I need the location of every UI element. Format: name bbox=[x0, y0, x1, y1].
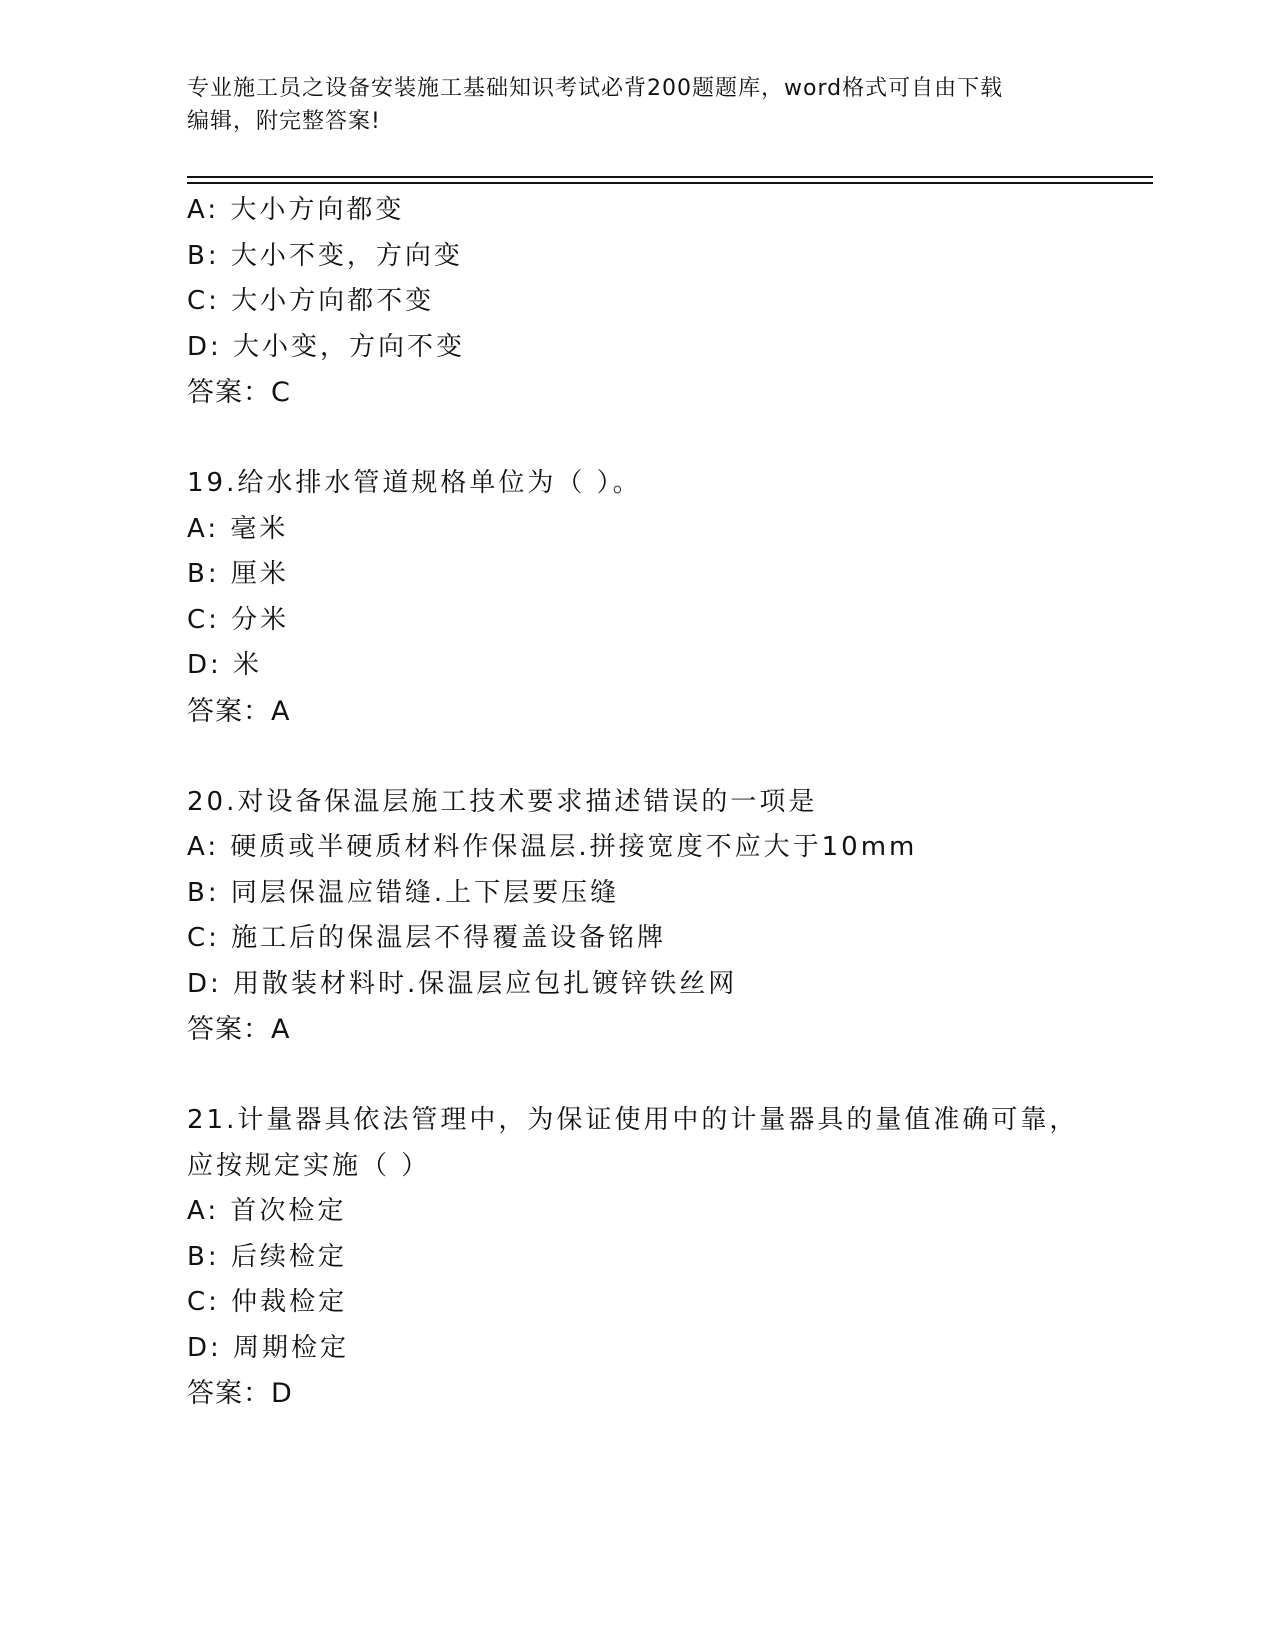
option-b: B: 厘米 bbox=[187, 559, 289, 589]
option-b: B: 大小不变，方向变 bbox=[187, 240, 463, 271]
option-c: C: 大小方向都不变 bbox=[187, 286, 435, 316]
question-18 bbox=[187, 188, 1127, 416]
question-stem-line-2: 应按规定实施（ ） bbox=[187, 1150, 431, 1181]
answer-label: 答案：D bbox=[187, 1378, 293, 1409]
question-stem-line-1: 21.计量器具依法管理中，为保证使用中的计量器具的量值准确可靠， bbox=[187, 1105, 1079, 1135]
answer-label: 答案：A bbox=[187, 1014, 291, 1045]
header-title-line-2: 编辑，附完整答案! bbox=[187, 109, 381, 134]
option-b: B: 同层保温应错缝.上下层要压缝 bbox=[187, 877, 620, 908]
option-c: C: 分米 bbox=[187, 604, 290, 635]
option-a: A: 毫米 bbox=[187, 513, 289, 544]
answer-label: 答案：A bbox=[187, 695, 291, 727]
option-d: D: 米 bbox=[187, 650, 263, 680]
option-c: C: 仲裁检定 bbox=[187, 1287, 348, 1317]
spacer bbox=[187, 416, 1127, 462]
question-stem: 20.对设备保温层施工技术要求描述错误的一项是 bbox=[187, 786, 818, 817]
option-d: D: 周期检定 bbox=[187, 1332, 350, 1363]
option-d: D: 大小变，方向不变 bbox=[187, 331, 466, 362]
question-20 bbox=[187, 780, 1127, 1053]
option-a: A: 大小方向都变 bbox=[187, 195, 405, 225]
option-c: C: 施工后的保温层不得覆盖设备铭牌 bbox=[187, 923, 667, 953]
header-divider-top bbox=[187, 176, 1153, 178]
question-21 bbox=[187, 1098, 1127, 1417]
option-a: A: 首次检定 bbox=[187, 1196, 347, 1226]
header-divider-bottom bbox=[187, 182, 1153, 184]
header-title-line-1: 专业施工员之设备安装施工基础知识考试必背200题题库，word格式可自由下载 bbox=[187, 76, 1004, 101]
option-d: D: 用散装材料时.保温层应包扎镀锌铁丝网 bbox=[187, 968, 738, 999]
spacer bbox=[187, 734, 1127, 780]
document-header bbox=[187, 72, 1087, 138]
question-list bbox=[187, 188, 1127, 1417]
question-19 bbox=[187, 461, 1127, 734]
option-a: A: 硬质或半硬质材料作保温层.拼接宽度不应大于10mm bbox=[187, 832, 918, 862]
option-b: B: 后续检定 bbox=[187, 1241, 347, 1272]
answer-label: 答案：C bbox=[187, 377, 291, 408]
spacer bbox=[187, 1053, 1127, 1099]
question-stem: 19.给水排水管道规格单位为（ ）。 bbox=[187, 468, 642, 498]
